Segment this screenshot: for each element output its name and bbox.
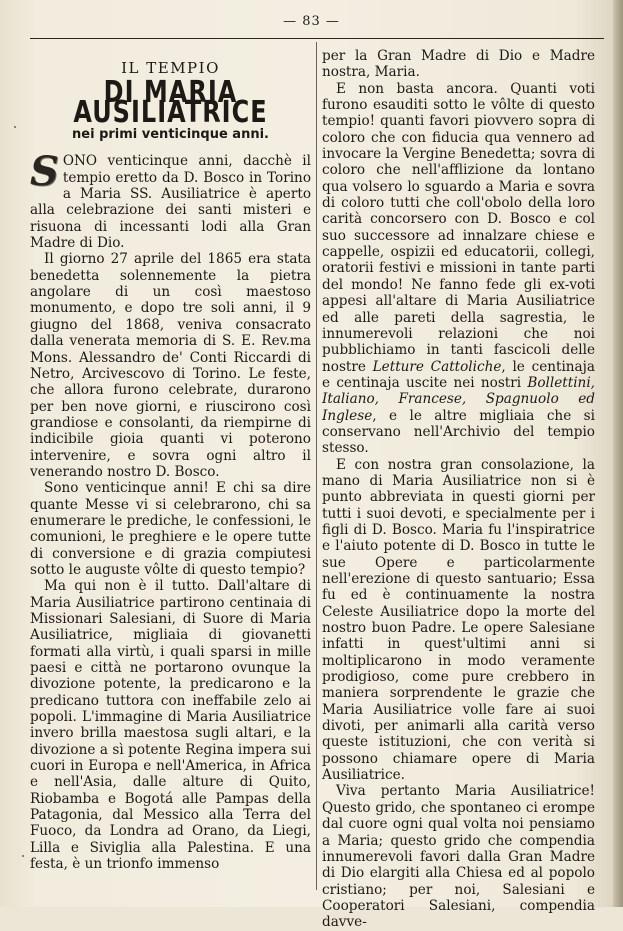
- page-number: — 83 —: [283, 14, 340, 29]
- paragraph-6-text-c: , e le altre migliaia che si conservano nell'Archivio del tempio stesso.: [322, 407, 595, 457]
- paragraph-5: per la Gran Madre di Dio e Madre nostra, Maria.: [322, 48, 595, 81]
- letture-cattoliche-title: Letture Cattoliche: [372, 358, 502, 375]
- title-large: DI MARIA AUSILIATRICE: [73, 74, 268, 131]
- page-edge-shadow: [613, 0, 623, 907]
- paragraph-4: Ma qui non è il tutto. Dall'altare di Maria Ausiliatrice partirono centinaia di Missionari Salesiani, di Suore di Maria Ausiliatrice, migliaia di giovanetti formati alla virtù, i quali sparsi in mille paesi e città ne portarono ovunque la divozione potente, la predicarono e la predicano tuttora con ineffabile zelo ai popoli. L'immagine di Maria Ausiliatrice invero brilla maestosa sugli altari, e la divozione a sì potente Regina impera sui cuori in Europa e nell'America, in Africa e nell'Asia, dalle alture di Quito, Riobamba e Bogotá alle Pampas della Patagonia, dal Messico alla Terra del Fuoco, da Londra ad Orano, da Liegi, Lilla e Siviglia alla Palestina. E una festa, è un trionfo immenso: [30, 578, 311, 873]
- title-small: IL TEMPIO: [121, 59, 220, 77]
- column-divider: [316, 42, 317, 890]
- paragraph-1-text: venticinque anni, dacchè il tempio eretto da D. Bosco in Torino a Maria SS. Ausiliatrice è aperto alla celebrazione dei santi misteri e risuona di incessanti lodi alla Gran Madre di Dio.: [30, 153, 311, 252]
- bollettini-title: Bollettini, Italiano, Francese, Spagnuolo ed Inglese: [322, 374, 595, 424]
- subtitle: nei primi venticinque anni.: [72, 127, 269, 143]
- paragraph-6: [322, 81, 595, 457]
- paper-speck: [14, 126, 16, 128]
- paragraph-6-text-a: E non basta ancora. Quanti voti furono esauditi sotto le vôlte di questo tempio! quanti favori piovvero sopra di coloro che con fiducia qua vennero ad invocare la Vergine Benedetta; sovra di coloro che nell'afflizione da lontano qua volsero lo sguardo a Maria e sovra di coloro tutti che coll'obolo della loro carità concorsero con D. Bosco e col suo successore ad innalzare chiese e cappelle, ospizii ed educatorii, collegi, oratorii festivi e missioni in tante parti del mondo! Ne fanno fede gli ex-voti appesi all'altare di Maria Ausiliatrice ed alle pareti della sagrestia, le innumerevoli relazioni che noi pubblichiamo in tanti fascicoli delle nostre: [322, 80, 595, 375]
- paper-speck: [22, 855, 24, 857]
- header-rule: [30, 38, 604, 39]
- right-column: [322, 48, 595, 931]
- paragraph-7: E con nostra gran consolazione, la mano di Maria Ausiliatrice non si è punto abbreviata in questi giorni per tutti i suoi devoti, e specialmente per i figli di D. Bosco. Maria fu l'inspiratrice e l'aiuto potente di D. Bosco in tutte le sue Opere e particolarmente nell'erezione di questo santuario; Essa fu ed è continuamente la nostra Celeste Ausiliatrice dopo la morte del nostro buon Padre. Le opere Salesiane infatti in quest'ultimi anni si moltiplicarono in modo veramente prodigioso, come pure crebbero in maniera sorprendente le grazie che Maria Ausiliatrice volle fare ai suoi divoti, per animarli alla carità verso queste istituzioni, che con verità si possono chiamare opere di Maria Ausiliatrice.: [322, 456, 595, 784]
- paragraph-6-text-b: , le centinaja e centinaja uscite nei nostri: [322, 358, 595, 391]
- left-column: [30, 46, 311, 873]
- paragraph-8: Viva pertanto Maria Ausiliatrice! Questo grido, che spontaneo ci erompe dal cuore ogni qual volta noi pensiamo a Maria; questo grido che compendia innumerevoli favori dalla Gran Madre di Dio elargiti alla Chiesa ed al popolo cristiano; per noi, Salesiani e Cooperatori Salesiani, compendia davve-: [322, 783, 595, 931]
- opening-word: ONO: [62, 153, 98, 170]
- paragraph-2: Il giorno 27 aprile del 1865 era stata benedetta solennemente la pietra angolare di un così maestoso monumento, e dopo tre soli anni, il 9 giugno del 1868, veniva consacrato dalla venerata memoria di S. E. Rev.ma Mons. Alessandro de' Conti Riccardi di Netro, Arcivescovo di Torino. Le feste, che allora furono celebrate, durarono per ben nove giorni, e riuscirono così grandiose e consolanti, da riempirne di indicibile gioia quanti vi poterono intervenire, e sovra ogni altro il venerando nostro D. Bosco.: [30, 251, 311, 480]
- drop-cap: S: [30, 148, 59, 196]
- paragraph-3: Sono venticinque anni! E chi sa dire quante Messe vi si celebrarono, chi sa enumerare le prediche, le confessioni, le comunioni, le preghiere e le opere tutte di conversione e di grazia compiutesi sotto le auguste vôlte di questo tempio?: [30, 480, 311, 578]
- paragraph-1: [30, 148, 311, 252]
